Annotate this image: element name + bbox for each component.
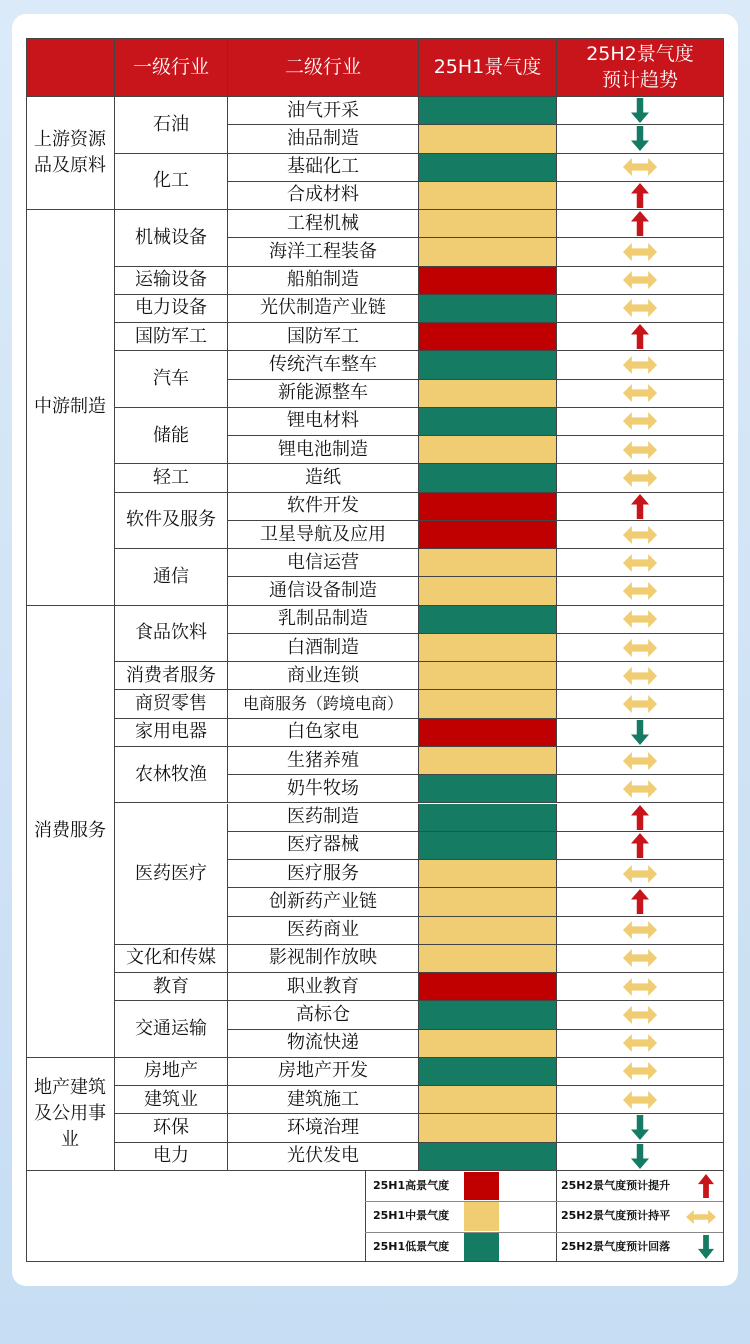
h2-trend-cell: [557, 577, 724, 605]
up-arrow-icon: [631, 183, 649, 208]
sector-name-line: 上游资源: [34, 129, 106, 151]
level2-industry-cell: 光伏发电: [228, 1143, 419, 1171]
h2-trend-cell: [557, 351, 724, 379]
legend-arrow: [686, 1209, 716, 1223]
legend-arrow: [698, 1235, 714, 1259]
header-h1-prosperity: 25H1景气度: [419, 38, 557, 97]
header-h2-trend-line2: 预计趋势: [601, 69, 678, 91]
level2-industry-cell: 海洋工程装备: [228, 238, 419, 266]
h1-prosperity-cell: [419, 973, 557, 1001]
level2-industry-cell: 房地产开发: [228, 1058, 419, 1086]
down-arrow-icon: [631, 720, 649, 745]
industry-cell: 国防军工: [115, 323, 228, 351]
legend-label: 25H2景气度预计持平: [561, 1209, 671, 1223]
flat-arrow-icon: [623, 667, 657, 685]
sector-cell: [26, 1058, 115, 1171]
industry-cell: 运输设备: [115, 267, 228, 295]
h2-trend-cell: [557, 323, 724, 351]
h1-prosperity-cell: [419, 1058, 557, 1086]
legend-swatch-green: [464, 1233, 499, 1261]
level2-industry-cell: 乳制品制造: [228, 606, 419, 634]
h1-prosperity-cell: [419, 860, 557, 888]
legend-swatch-yellow: [464, 1202, 499, 1230]
level2-industry-cell: 建筑施工: [228, 1086, 419, 1114]
h2-trend-cell: [557, 464, 724, 492]
industry-cell: 食品饮料: [115, 606, 228, 663]
h2-trend-cell: [557, 832, 724, 860]
level2-industry-cell: 物流快递: [228, 1030, 419, 1058]
h2-trend-cell: [557, 380, 724, 408]
h2-trend-cell: [557, 295, 724, 323]
industry-cell: 通信: [115, 549, 228, 606]
h1-prosperity-cell: [419, 182, 557, 210]
h2-trend-cell: [557, 1143, 724, 1171]
sector-name-line: 及公用事: [34, 1102, 106, 1124]
h2-trend-cell: [557, 747, 724, 775]
up-arrow-icon: [631, 805, 649, 830]
industry-cell: 储能: [115, 408, 228, 465]
h1-prosperity-cell: [419, 549, 557, 577]
h1-prosperity-cell: [419, 775, 557, 803]
header-level1-industry: 一级行业: [115, 38, 228, 97]
industry-cell: 医药医疗: [115, 804, 228, 945]
level2-industry-cell: 船舶制造: [228, 267, 419, 295]
level2-industry-cell: 光伏制造产业链: [228, 295, 419, 323]
level2-industry-cell: 软件开发: [228, 493, 419, 521]
h1-prosperity-cell: [419, 719, 557, 747]
industry-cell: 文化和传媒: [115, 945, 228, 973]
legend-label: 25H1中景气度: [373, 1209, 450, 1223]
flat-arrow-icon: [623, 949, 657, 967]
flat-arrow-icon: [623, 1062, 657, 1080]
h2-trend-cell: [557, 408, 724, 436]
flat-arrow-icon: [623, 441, 657, 459]
h1-prosperity-cell: [419, 125, 557, 153]
h1-prosperity-cell: [419, 917, 557, 945]
flat-arrow-icon: [623, 356, 657, 374]
sector-name-line: 消费服务: [34, 820, 106, 842]
level2-industry-cell: 电信运营: [228, 549, 419, 577]
flat-arrow-icon: [623, 158, 657, 176]
industry-cell: 电力设备: [115, 295, 228, 323]
level2-industry-cell: 职业教育: [228, 973, 419, 1001]
flat-arrow-icon: [623, 554, 657, 572]
h2-trend-cell: [557, 860, 724, 888]
h2-trend-cell: [557, 775, 724, 803]
h1-prosperity-cell: [419, 1001, 557, 1029]
up-arrow-icon: [631, 211, 649, 236]
industry-cell: 消费者服务: [115, 662, 228, 690]
h1-prosperity-cell: [419, 634, 557, 662]
level2-industry-cell: 国防军工: [228, 323, 419, 351]
flat-arrow-icon: [686, 1210, 716, 1224]
h2-trend-cell: [557, 267, 724, 295]
flat-arrow-icon: [623, 582, 657, 600]
industry-cell: 化工: [115, 154, 228, 211]
h1-prosperity-cell: [419, 662, 557, 690]
level2-industry-cell: 医疗器械: [228, 832, 419, 860]
h1-prosperity-cell: [419, 267, 557, 295]
h2-trend-cell: [557, 634, 724, 662]
level2-industry-cell: 奶牛牧场: [228, 775, 419, 803]
h1-prosperity-cell: [419, 380, 557, 408]
h2-trend-cell: [557, 210, 724, 238]
industry-cell: 电力: [115, 1143, 228, 1171]
level2-industry-cell: 通信设备制造: [228, 577, 419, 605]
level2-industry-cell: 生猪养殖: [228, 747, 419, 775]
h1-prosperity-cell: [419, 747, 557, 775]
h2-trend-cell: [557, 436, 724, 464]
h2-trend-cell: [557, 888, 724, 916]
level2-industry-cell: 影视制作放映: [228, 945, 419, 973]
h2-trend-cell: [557, 1086, 724, 1114]
h2-trend-cell: [557, 945, 724, 973]
h2-trend-cell: [557, 804, 724, 832]
industry-cell: 教育: [115, 973, 228, 1001]
flat-arrow-icon: [623, 412, 657, 430]
h1-prosperity-cell: [419, 436, 557, 464]
h1-prosperity-cell: [419, 945, 557, 973]
sector-name-line: 品及原料: [34, 155, 106, 177]
level2-industry-cell: 基础化工: [228, 154, 419, 182]
flat-arrow-icon: [623, 469, 657, 487]
industry-cell: 家用电器: [115, 719, 228, 747]
up-arrow-icon: [631, 833, 649, 858]
down-arrow-icon: [631, 1115, 649, 1140]
legend-label: 25H2景气度预计提升: [561, 1179, 671, 1193]
level2-industry-cell: 商业连锁: [228, 662, 419, 690]
h2-trend-cell: [557, 1114, 724, 1142]
industry-cell: 环保: [115, 1114, 228, 1142]
flat-arrow-icon: [623, 299, 657, 317]
level2-industry-cell: 油品制造: [228, 125, 419, 153]
legend-divider: [556, 1171, 557, 1262]
level2-industry-cell: 传统汽车整车: [228, 351, 419, 379]
header-level2-industry: 二级行业: [228, 38, 419, 97]
flat-arrow-icon: [623, 978, 657, 996]
h1-prosperity-cell: [419, 832, 557, 860]
h2-trend-cell: [557, 917, 724, 945]
h2-trend-cell: [557, 1030, 724, 1058]
level2-industry-cell: 高标仓: [228, 1001, 419, 1029]
legend-label: 25H2景气度预计回落: [561, 1239, 671, 1253]
flat-arrow-icon: [623, 243, 657, 261]
h2-trend-cell: [557, 662, 724, 690]
h1-prosperity-cell: [419, 238, 557, 266]
h1-prosperity-cell: [419, 210, 557, 238]
h2-trend-cell: [557, 154, 724, 182]
industry-cell: 农林牧渔: [115, 747, 228, 804]
h2-trend-cell: [557, 125, 724, 153]
h1-prosperity-cell: [419, 1030, 557, 1058]
flat-arrow-icon: [623, 1091, 657, 1109]
h2-trend-cell: [557, 97, 724, 125]
flat-arrow-icon: [623, 780, 657, 798]
legend-row-divider: [365, 1232, 724, 1233]
down-arrow-icon: [631, 126, 649, 151]
h1-prosperity-cell: [419, 690, 557, 718]
sector-name-line: 中游制造: [34, 396, 106, 418]
up-arrow-icon: [631, 494, 649, 519]
h1-prosperity-cell: [419, 804, 557, 832]
flat-arrow-icon: [623, 384, 657, 402]
h2-trend-cell: [557, 606, 724, 634]
industry-cell: 轻工: [115, 464, 228, 492]
flat-arrow-icon: [623, 1034, 657, 1052]
h1-prosperity-cell: [419, 154, 557, 182]
industry-cell: 汽车: [115, 351, 228, 408]
flat-arrow-icon: [623, 921, 657, 939]
h1-prosperity-cell: [419, 1086, 557, 1114]
flat-arrow-icon: [623, 695, 657, 713]
flat-arrow-icon: [623, 865, 657, 883]
h2-trend-cell: [557, 719, 724, 747]
h1-prosperity-cell: [419, 1114, 557, 1142]
h2-trend-cell: [557, 182, 724, 210]
h1-prosperity-cell: [419, 97, 557, 125]
h1-prosperity-cell: [419, 408, 557, 436]
flat-arrow-icon: [623, 526, 657, 544]
industry-cell: 机械设备: [115, 210, 228, 267]
header-h2-trend-line1: 25H2景气度: [586, 43, 694, 65]
h2-trend-cell: [557, 549, 724, 577]
h2-trend-cell: [557, 1058, 724, 1086]
level2-industry-cell: 环境治理: [228, 1114, 419, 1142]
up-arrow-icon: [631, 324, 649, 349]
h1-prosperity-cell: [419, 577, 557, 605]
level2-industry-cell: 电商服务（跨境电商）: [228, 690, 419, 718]
down-arrow-icon: [698, 1235, 714, 1259]
down-arrow-icon: [631, 1144, 649, 1169]
industry-cell: 交通运输: [115, 1001, 228, 1058]
sector-name-line: 业: [61, 1128, 79, 1150]
legend-arrow: [698, 1174, 714, 1198]
h2-trend-cell: [557, 493, 724, 521]
industry-cell: 建筑业: [115, 1086, 228, 1114]
industry-cell: 商贸零售: [115, 690, 228, 718]
level2-industry-cell: 卫星导航及应用: [228, 521, 419, 549]
h1-prosperity-cell: [419, 493, 557, 521]
level2-industry-cell: 医药制造: [228, 804, 419, 832]
legend-label: 25H1低景气度: [373, 1239, 450, 1253]
h1-prosperity-cell: [419, 464, 557, 492]
flat-arrow-icon: [623, 752, 657, 770]
level2-industry-cell: 锂电池制造: [228, 436, 419, 464]
industry-cell: 石油: [115, 97, 228, 154]
level2-industry-cell: 油气开采: [228, 97, 419, 125]
flat-arrow-icon: [623, 271, 657, 289]
flat-arrow-icon: [623, 639, 657, 657]
industry-cell: 房地产: [115, 1058, 228, 1086]
legend-label: 25H1高景气度: [373, 1179, 450, 1193]
sector-cell: [26, 210, 115, 606]
h1-prosperity-cell: [419, 888, 557, 916]
up-arrow-icon: [698, 1174, 714, 1198]
legend-swatch-red: [464, 1172, 499, 1200]
level2-industry-cell: 合成材料: [228, 182, 419, 210]
h2-trend-cell: [557, 1001, 724, 1029]
h1-prosperity-cell: [419, 295, 557, 323]
h2-trend-cell: [557, 973, 724, 1001]
level2-industry-cell: 创新药产业链: [228, 888, 419, 916]
h1-prosperity-cell: [419, 606, 557, 634]
level2-industry-cell: 锂电材料: [228, 408, 419, 436]
h1-prosperity-cell: [419, 1143, 557, 1171]
h2-trend-cell: [557, 690, 724, 718]
h2-trend-cell: [557, 238, 724, 266]
flat-arrow-icon: [623, 610, 657, 628]
header-h2-trend: [557, 38, 724, 97]
h1-prosperity-cell: [419, 351, 557, 379]
level2-industry-cell: 白酒制造: [228, 634, 419, 662]
header-sector: [26, 38, 115, 97]
flat-arrow-icon: [623, 1006, 657, 1024]
h1-prosperity-cell: [419, 323, 557, 351]
h1-prosperity-cell: [419, 521, 557, 549]
h2-trend-cell: [557, 521, 724, 549]
content-card: [12, 14, 738, 1286]
level2-industry-cell: 医疗服务: [228, 860, 419, 888]
industry-cell: 软件及服务: [115, 493, 228, 550]
legend-row-divider: [365, 1201, 724, 1202]
down-arrow-icon: [631, 98, 649, 123]
level2-industry-cell: 医药商业: [228, 917, 419, 945]
sector-cell: [26, 97, 115, 210]
up-arrow-icon: [631, 889, 649, 914]
sector-cell: [26, 606, 115, 1058]
level2-industry-cell: 造纸: [228, 464, 419, 492]
level2-industry-cell: 新能源整车: [228, 380, 419, 408]
level2-industry-cell: 白色家电: [228, 719, 419, 747]
level2-industry-cell: 工程机械: [228, 210, 419, 238]
sector-name-line: 地产建筑: [34, 1076, 106, 1098]
